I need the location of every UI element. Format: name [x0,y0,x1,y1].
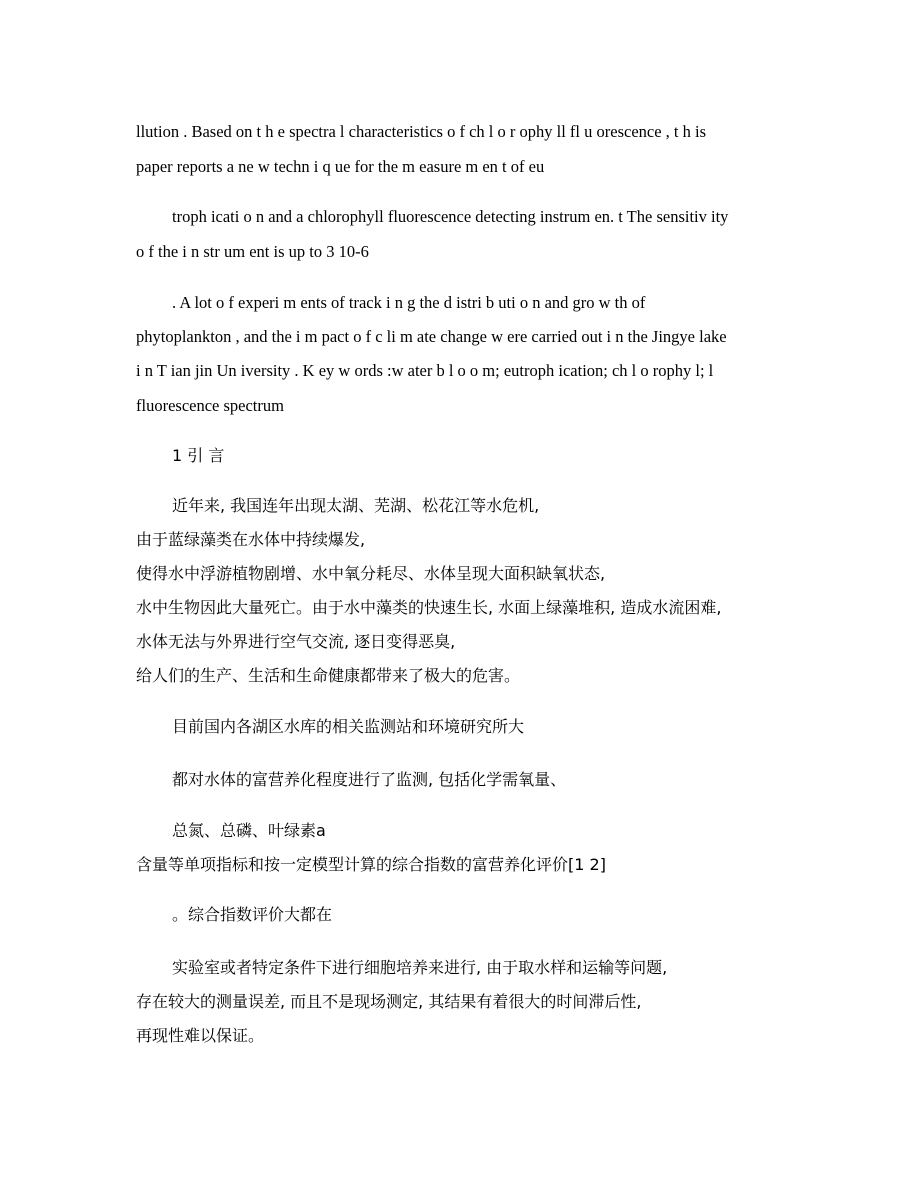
abstract-line: o f the i n str um ent is up to 3 10-6 [136,242,369,261]
body-line: 水体无法与外界进行空气交流, 逐日变得恶臭, [136,632,456,651]
body-line: 由于蓝绿藻类在水体中持续爆发, [136,530,366,549]
body-line: 含量等单项指标和按一定模型计算的综合指数的富营养化评价[1 2] [136,855,606,874]
body-line: 存在较大的测量误差, 而且不是现场测定, 其结果有着很大的时间滞后性, [136,992,642,1011]
body-line: 使得水中浮游植物剧增、水中氧分耗尽、水体呈现大面积缺氧状态, [136,564,606,583]
body-line: 目前国内各湖区水库的相关监测站和环境研究所大 [172,717,525,736]
abstract-line: phytoplankton , and the i m pact o f c li m ate change w ere carried out i n the Jingye lake [136,327,727,346]
abstract-line: . A lot o f experi m ents of track i n g the d istri b uti o n and gro w th of [172,293,646,312]
abstract-line: troph icati o n and a chlorophyll fluorescence detecting instrum en. t The sensitiv ity [172,207,729,226]
abstract-line: llution . Based on t h e spectra l characteristics o f ch l o r ophy ll fl u orescence , t h is [136,122,706,141]
body-line: 再现性难以保证。 [136,1026,265,1045]
abstract-line: fluorescence spectrum [136,396,284,415]
body-line: 给人们的生产、生活和生命健康都带来了极大的危害。 [136,666,521,685]
body-line: 实验室或者特定条件下进行细胞培养来进行, 由于取水样和运输等问题, [172,958,668,977]
section-heading: 1 引 言 [172,446,225,465]
body-line: 都对水体的富营养化程度进行了监测, 包括化学需氧量、 [172,770,567,789]
abstract-line: paper reports a ne w techn i q ue for the m easure m en t of eu [136,157,545,176]
body-line: 水中生物因此大量死亡。由于水中藻类的快速生长, 水面上绿藻堆积, 造成水流困难, [136,598,722,617]
body-line: 总氮、总磷、叶绿素a [172,821,326,840]
body-line: 。综合指数评价大都在 [172,905,333,924]
abstract-line: i n T ian jin Un iversity . K ey w ords :w ater b l o o m; eutroph ication; ch l o rophy l; l [136,361,714,380]
body-line: 近年来, 我国连年出现太湖、芜湖、松花江等水危机, [172,496,540,515]
